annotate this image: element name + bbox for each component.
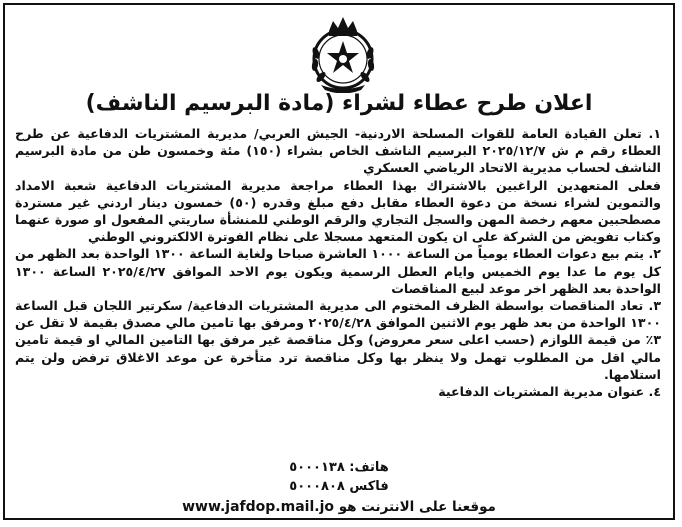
jordan-armed-forces-emblem-icon <box>299 13 387 93</box>
website-label: موقعنا على الانترنت هو <box>338 499 496 515</box>
paragraph-3: ٢. يتم بيع دعوات العطاء يومياً من الساعة ١٠٠٠ العاشرة صباحا ولغاية الساعة ١٣٠٠ الواحدة بعد الظهر من كل يوم ما عدا يوم الخميس وايام العطل الرسمية ويكون يوم الاحد الموافق ٢٠٢٥/٤/٢٧ الساعة ١٣٠٠ الواحدة بعد الظهر اخر موعد لبيع المناقصات <box>15 246 661 296</box>
paragraph-4: ٣. تعاد المناقصات بواسطة الظرف المختوم الى مديرية المشتريات الدفاعية/ سكرتير اللجان قبل الساعة ١٣٠٠ الواحدة من بعد ظهر يوم الاثنين الموافق ٢٠٢٥/٤/٢٨ ومرفق بها تامين مالي مصدق بقيمة لا تقل عن ٣٪ من قيمة اللوازم (حسب اعلى سعر معروض) وكل مناقصة غير مرفق بها التامين المالي او قيمة تامين مالي اقل من المطلوب تهمل ولا ينظر بها وكل مناقصة ترد متأخرة عن موعد الاغلاق ترفض ولن يتم استلامها. <box>15 298 661 382</box>
fax-line: فاكس ٥٠٠٠٨٠٨ <box>289 479 389 494</box>
website-link[interactable]: www.jafdop.mail.jo <box>182 499 334 515</box>
paragraph-2: فعلى المتعهدين الراغبين بالاشتراك بهذا العطاء مراجعة مديرية المشتريات الدفاعية شعبة الامداد والتموين لشراء نسخة من دعوة العطاء مقابل دفع مبلغ وقدره (٥٠) خمسون دينار اردني غير مستردة مصطحبين معهم رخصة المهن والسجل التجاري والرقم الوطني للمنشأة ساريتي المفعول او صورة عنهما وكتاب تفويض من الشركة على ان يكون المتعهد مسجلا على نظام الفوترة الالكتروني الوطني <box>15 177 662 245</box>
announcement-body <box>15 125 661 400</box>
advertisement-frame <box>3 3 675 520</box>
website-line <box>5 499 673 515</box>
paragraph-5: ٤. عنوان مديرية المشتريات الدفاعية <box>438 384 661 400</box>
emblem-graphic <box>299 13 387 93</box>
page-title: اعلان طرح عطاء لشراء (مادة البرسيم الناشف) <box>85 91 593 116</box>
phone-line: هاتف: ٥٠٠٠١٣٨ <box>289 460 389 475</box>
paragraph-1: ١. تعلن القيادة العامة للقوات المسلحة الاردنية- الجيش العربي/ مديرية المشتريات الدفاعية عن طرح العطاء رقم م ش ٢٠٢٥/١٢/٧ البرسيم الناشف الخاص بشراء (١٥٠) مئة وخمسون طن من مادة البرسيم الناشف لحساب مديرية الاتحاد الرياضي العسكري <box>15 126 662 176</box>
